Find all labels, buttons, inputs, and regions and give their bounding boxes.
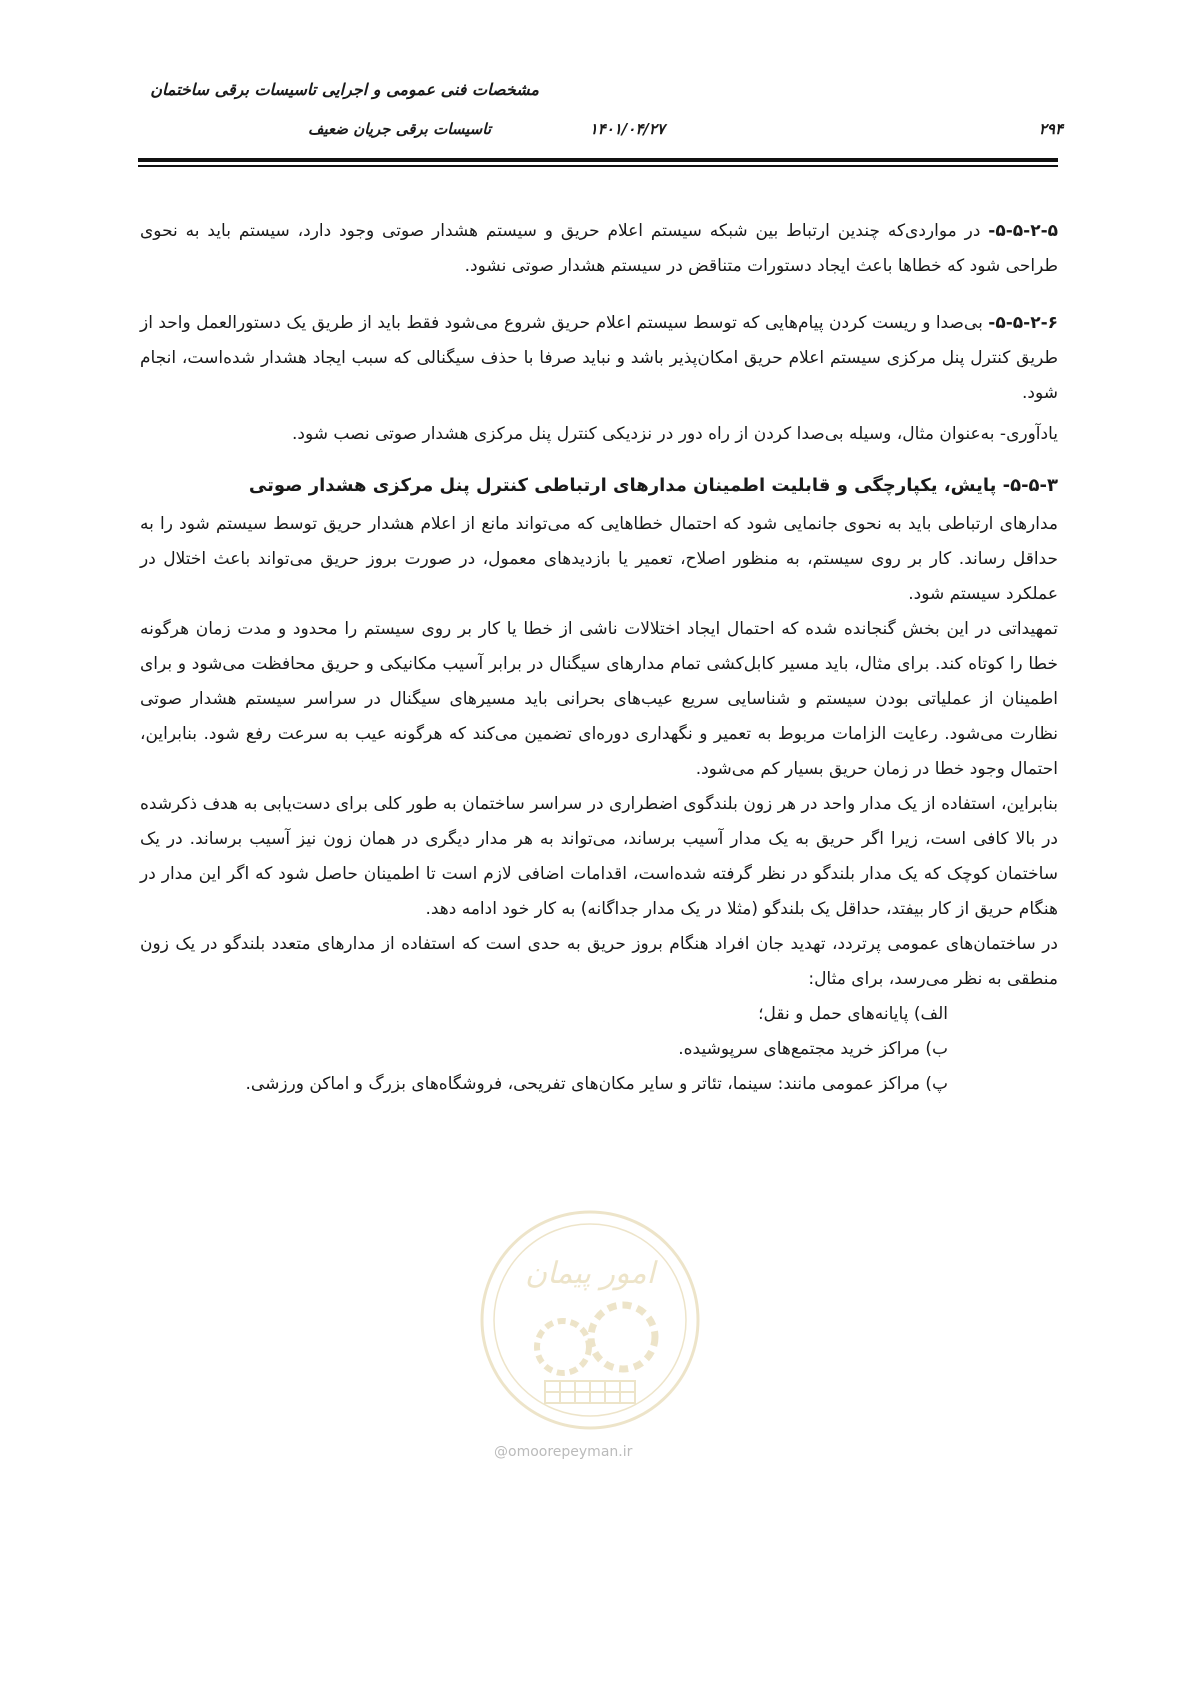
watermark-logo-text: امور پیمان [525, 1256, 655, 1291]
clause-number: ۵-۵-۲-۶- [988, 313, 1058, 333]
watermark-logo-icon [475, 1205, 705, 1435]
body-content [140, 214, 1058, 1102]
note-paragraph: یادآوری- به‌عنوان مثال، وسیله بی‌صدا کردن از راه دور در نزدیکی کنترل پنل مرکزی هشدار صوتی نصب شود. [292, 424, 1058, 444]
paragraph: تمهیداتی در این بخش گنجانده شده که احتمال ایجاد اختلالات ناشی از خطا یا کار بر روی سیستم را محدود و مدت زمان هرگونه خطا را کوتاه کند. برای مثال، باید مسیر کابل‌کشی تمام مدارهای سیگنال در برابر آسیب مکانیکی و حریق محافظت می‌شود و برای اطمینان از عملیاتی بودن سیستم و شناسایی سریع عیب‌های بحرانی باید مسیرهای سیگنال در سراسر سیستم هشدار صوتی نظارت می‌شود. رعایت الزامات مربوط به تعمیر و نگهداری دوره‌ای تضمین می‌کند که هرگونه عیب به سرعت رفع شود. بنابراین، احتمال وجود خطا در زمان حریق بسیار کم می‌شود. [140, 619, 1058, 779]
watermark-site: @omoorepeyman.ir [494, 1444, 633, 1460]
header-subtitle: تاسیسات برقی جریان ضعیف [307, 120, 491, 138]
list-item: ب) مراکز خرید مجتمع‌های سرپوشیده. [678, 1039, 948, 1059]
header-rule-thick [138, 158, 1058, 162]
header-rule-thin [138, 165, 1058, 167]
paragraph-5-5-2-5 [140, 214, 1058, 284]
page-number: ۲۹۴ [1038, 120, 1063, 138]
paragraph-5-5-2-6 [140, 306, 1058, 411]
paragraph: مدارهای ارتباطی باید به نحوی جانمایی شود که احتمال خطاهایی که می‌تواند مانع از اعلام هشدار حریق توسط سیستم شود را به حداقل رساند. کار بر روی سیستم، به منظور اصلاح، تعمیر یا بازدیدهای معمول، در صورت بروز حریق می‌تواند باعث اختلال در عملکرد سیستم شود. [140, 514, 1058, 604]
examples-list [140, 997, 1058, 1102]
list-item: الف) پایانه‌های حمل و نقل؛ [758, 1004, 948, 1024]
paragraph: بنابراین، استفاده از یک مدار واحد در هر زون بلندگوی اضطراری در سراسر ساختمان به طور کلی برای دست‌یابی به هدف ذکرشده در بالا کافی است، زیرا اگر حریق به یک مدار آسیب برساند، می‌تواند به هر مدار دیگری در همان زون نیز آسیب برساند. در یک ساختمان کوچک که یک مدار بلندگو در نظر گرفته شده‌است، اقدامات اضافی لازم است تا اطمینان حاصل شود که اگر این مدار در هنگام حریق از کار بیفتد، حداقل یک بلندگو (مثلا در یک مدار جداگانه) به کار خود ادامه دهد. [140, 794, 1058, 919]
section-heading: ۵-۵-۳- پایش، یکپارچگی و قابلیت اطمینان مدارهای ارتباطی کنترل پنل مرکزی هشدار صوتی [248, 475, 1058, 496]
list-item: پ) مراکز عمومی مانند: سینما، تئاتر و سایر مکان‌های تفریحی، فروشگاه‌های بزرگ و اماکن ورزشی. [245, 1074, 948, 1094]
clause-text: بی‌صدا و ریست کردن پیام‌هایی که توسط سیستم اعلام حریق شروع می‌شود فقط باید از طریق یک دستورالعمل واحد از طریق کنترل پنل مرکزی سیستم اعلام حریق امکان‌پذیر باشد و نباید صرفا با حذف سیگنالی که سبب ایجاد هشدار شده‌است، انجام شود. [140, 313, 1058, 403]
clause-text: در مواردی‌که چندین ارتباط بین شبکه سیستم اعلام حریق و سیستم هشدار صوتی وجود دارد، سیستم باید به نحوی طراحی شود که خطاها باعث ایجاد دستورات متناقض در سیستم هشدار صوتی نشود. [140, 221, 1058, 276]
paragraph: در ساختمان‌های عمومی پرتردد، تهدید جان افراد هنگام بروز حریق به حدی است که استفاده از مدارهای متعدد بلندگو در یک زون منطقی به نظر می‌رسد، برای مثال: [140, 934, 1058, 989]
header-title: مشخصات فنی عمومی و اجرایی تاسیسات برقی ساختمان [150, 80, 539, 99]
clause-number: ۵-۵-۲-۵- [988, 221, 1058, 241]
header-date: ۱۴۰۱/۰۴/۲۷ [589, 120, 665, 138]
